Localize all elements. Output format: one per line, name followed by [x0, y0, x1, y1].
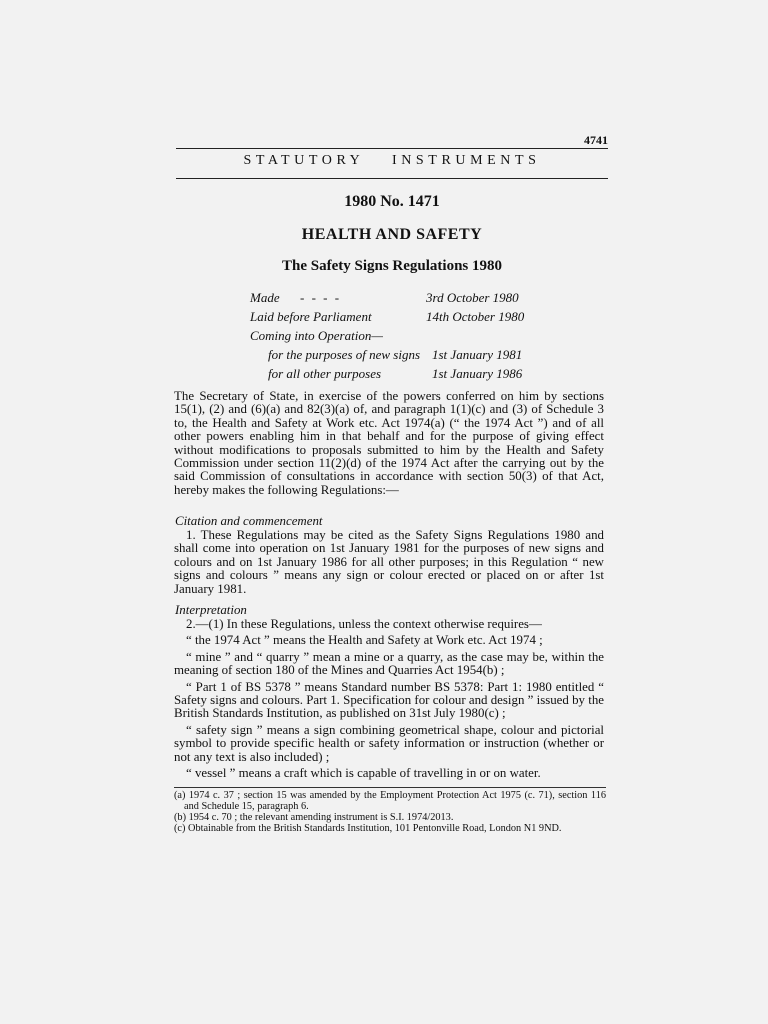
preamble-text: The Secretary of State, in exercise of the powers conferred on him by sections 15(1), (2) and (6)(a) and 82(3)(a) of, and paragraph 1(1)(c) and (3) of Schedule 3 to, the Health and Safety at Work etc. Act 1974(a) (“ the 1974 Act ”) and of all other powers enabling him in that behalf and for the purpose of giving effect without modifications to proposals submitted to him by the Health and Safety Commission under section 11(2)(d) of the 1974 Act after the carrying out by the said Commission of consultations in accordance with section 50(3) of that Act, hereby makes the following Regulations:—: [174, 389, 604, 497]
made-row: [250, 288, 540, 307]
preamble: [174, 390, 604, 497]
footnote-item: (b) 1954 c. 70 ; the relevant amending instrument is S.I. 1974/2013.: [174, 812, 454, 823]
header-rule-top: [176, 148, 608, 149]
definition-item: “ Part 1 of BS 5378 ” means Standard number BS 5378: Part 1: 1980 entitled “ Safety signs and colours. Part 1. Specification for colour and design ” issued by the British Standards Institution, as published on 31st July 1980(c) ;: [174, 679, 604, 721]
definition-item: “ vessel ” means a craft which is capable of travelling in or on water.: [186, 766, 541, 781]
made-label: Made: [250, 290, 280, 305]
footnote-item: (c) Obtainable from the British Standards Institution, 101 Pentonville Road, London N1 9ND.: [174, 823, 562, 834]
definition-item: “ mine ” and “ quarry ” mean a mine or a quarry, as the case may be, within the meaning of section 180 of the Mines and Quarries Act 1954(b) ;: [174, 649, 604, 678]
definition-item: “ the 1974 Act ” means the Health and Safety at Work etc. Act 1974 ;: [186, 633, 543, 648]
definition-item: “ safety sign ” means a sign combining geometrical shape, colour and pictorial symbol to provide specific health or safety information or instruction (whether or not any text is also included) ;: [174, 722, 604, 764]
regulation-1-text: 1. These Regulations may be cited as the Safety Signs Regulations 1980 and shall come into operation on 1st January 1981 for the purposes of new signs and colours and on 1st January 1986 for all other purposes; in this Regulation “ new signs and colours ” means any sign or colour erected or placed on or after 1st January 1981.: [174, 528, 604, 596]
new-signs-date: 1st January 1981: [432, 347, 523, 362]
interpretation-heading: Interpretation: [175, 603, 247, 617]
regulation-1: [174, 529, 604, 596]
instrument-number: 1980 No. 1471: [344, 193, 440, 210]
coming-row: [250, 326, 540, 345]
other-purposes-row: [250, 364, 540, 383]
regulations-title: The Safety Signs Regulations 1980: [281, 258, 503, 274]
made-dashes: - - - -: [300, 290, 342, 305]
footnotes: [174, 790, 606, 834]
other-purposes-date: 1st January 1986: [432, 366, 523, 381]
regulation-2: [174, 618, 604, 783]
citation-heading: Citation and commencement: [175, 514, 323, 528]
laid-label: Laid before Parliament: [250, 309, 372, 324]
series-heading: STATUTORY INSTRUMENTS: [243, 153, 541, 168]
footnote-rule: [174, 787, 606, 788]
laid-row: [250, 307, 540, 326]
page-number: 4741: [584, 133, 608, 147]
subject-heading: HEALTH AND SAFETY: [301, 226, 483, 243]
coming-label: Coming into Operation—: [250, 328, 383, 343]
new-signs-label: for the purposes of new signs: [268, 347, 421, 362]
new-signs-row: [250, 345, 540, 364]
header-rule-bottom: [176, 178, 608, 179]
made-date: 3rd October 1980: [426, 290, 519, 305]
laid-date: 14th October 1980: [426, 309, 525, 324]
other-purposes-label: for all other purposes: [268, 366, 382, 381]
dates-table: [250, 288, 540, 383]
footnote-item: (a) 1974 c. 37 ; section 15 was amended by the Employment Protection Act 1975 (c. 71), section 116 and Schedule 15, paragraph 6.: [174, 790, 606, 812]
regulation-2-intro: 2.—(1) In these Regulations, unless the context otherwise requires—: [186, 617, 542, 631]
